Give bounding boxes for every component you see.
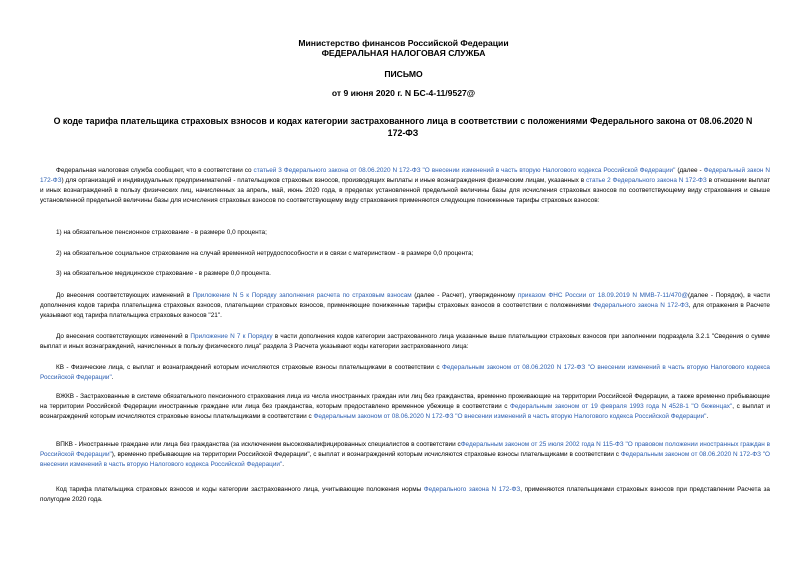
list-item: 2) на обязательное социальное страхование на случай временной нетрудоспособности и в связи с материнством - в размере 0,0 процента; bbox=[56, 250, 474, 257]
link-law-refugees[interactable]: Федеральным законом от 19 февраля 1993 года N 4528-1 "О беженцах" bbox=[510, 402, 733, 410]
link-law-172[interactable]: Федерального закона N 172-ФЗ bbox=[592, 301, 689, 309]
paragraph-text: . bbox=[706, 412, 709, 420]
link-law-172-full[interactable]: Федеральным законом от 08.06.2020 N 172-ФЗ "О внесении изменений в часть вторую Налогового кодекса Российской Федерации" bbox=[40, 450, 770, 468]
paragraph-text: До внесения соответствующих изменений в bbox=[56, 292, 193, 299]
paragraph-text: в части дополнения кодов категории застрахованного лица указанные выше плательщики страховых взносов при заполнении подраздела 3.2.1 "Сведения о сумме выплат и иных вознаграждений, начисленных в пользу физического лица" раздела 3 Расчета указывают коды категории застрахованного лица: bbox=[40, 333, 770, 350]
paragraph-text: ВЖКВ - Застрахованные в системе обязательного пенсионного страхования лица из числа иностранных граждан или лиц без гражданства, временно проживающие на территории Российской Федерации, а также временно пребывающие на территории Российской Федерации иностранные граждане или лица без гражданства, которым предоставлено временное убежище в соответствии с bbox=[40, 393, 770, 410]
paragraph-text: Федеральная налоговая служба сообщает, что в соответствии со bbox=[56, 167, 254, 174]
link-law-172-full[interactable]: Федеральным законом от 08.06.2020 N 172-ФЗ "О внесении изменений в часть вторую Налогового кодекса Российской Федерации" bbox=[40, 364, 770, 381]
link-law-172-full[interactable]: Федеральным законом от 08.06.2020 N 172-ФЗ "О внесении изменений в часть вторую Налогового кодекса Российской Федерации" bbox=[313, 412, 707, 420]
paragraph-text: (далее - bbox=[675, 167, 704, 174]
paragraph-tariff-code bbox=[40, 291, 770, 321]
paragraph-text: , с выплат и вознаграждений которым исчисляются страховые взносы плательщиками в соответствии с bbox=[40, 402, 770, 420]
paragraph-text: До внесения соответствующих изменений в bbox=[56, 333, 191, 340]
paragraph-kv bbox=[40, 363, 770, 383]
link-appendix-7[interactable]: Приложение N 7 к Порядку bbox=[190, 333, 273, 340]
paragraph-text: , применяются плательщиками страховых взносов при представлении Расчета за полугодие 2020 года. bbox=[40, 486, 770, 503]
link-law-article-2[interactable]: статье 2 Федерального закона N 172-ФЗ bbox=[585, 176, 707, 184]
date-number-heading: от 9 июня 2020 г. N БС-4-11/9527@ bbox=[331, 88, 476, 98]
doc-type-heading: ПИСЬМО bbox=[384, 69, 423, 79]
paragraph-text: (далее - Расчет), утвержденному bbox=[411, 292, 518, 299]
list-item: 3) на обязательное медицинское страхование - в размере 0,0 процента. bbox=[56, 270, 271, 277]
list-item: 1) на обязательное пенсионное страхование - в размере 0,0 процента; bbox=[56, 229, 267, 236]
paragraph-intro bbox=[40, 166, 770, 206]
link-law-172[interactable]: Федерального закона N 172-ФЗ bbox=[423, 486, 521, 493]
paragraph-text: ), временно пребывающие на территории Российской Федерации", с выплат и вознаграждений которым исчисляются страховые взносы плательщиками в соответствии с bbox=[111, 450, 621, 458]
paragraph-conclusion bbox=[40, 485, 770, 505]
paragraph-text: Код тарифа плательщика страховых взносов и коды категории застрахованного лица, учитывающие положения нормы bbox=[56, 486, 424, 493]
service-heading: ФЕДЕРАЛЬНАЯ НАЛОГОВАЯ СЛУЖБА bbox=[321, 48, 486, 58]
paragraph-text: . bbox=[282, 460, 285, 468]
paragraph-vpkv bbox=[40, 440, 770, 470]
paragraph-text: . bbox=[111, 373, 114, 381]
paragraph-text: ВПКВ - Иностранные граждане или лица без гражданства (за исключением высококвалифицированных специалистов в соответствии с bbox=[56, 441, 461, 448]
link-law-article-3[interactable]: статьей 3 Федерального закона от 08.06.2020 N 172-ФЗ "О внесении изменений в часть вторую Налогового кодекса Российской Федерации" bbox=[253, 167, 676, 174]
paragraph-category-codes bbox=[40, 332, 770, 352]
link-fns-order[interactable]: приказом ФНС России от 18.09.2019 N ММВ-7-11/470@ bbox=[517, 292, 688, 299]
paragraph-text: в отношении выплат и иных вознаграждений в пользу физических лиц, начисленных за апрель, май, июнь 2020 года, в пределах установленной предельной величины базы для исчисления страховых взносов по соответствующему виду страхования и свыше установленной предельной величины базы для исчисления страховых взносов по соответствующему виду страхования применяются следующие пониженные тарифы страховых взносов: bbox=[40, 176, 770, 204]
paragraph-text: (далее - Порядок), в части дополнения кодов тарифа плательщика страховых взносов, плательщики страховых взносов, применяющие пониженные тарифы страховых взносов в соответствии с положениями bbox=[40, 292, 770, 309]
paragraph-text: КВ - Физические лица, с выплат и вознаграждений которым исчисляются страховые взносы плательщиками в соответствии с bbox=[56, 364, 443, 371]
ministry-heading: Министерство финансов Российской Федерации bbox=[298, 38, 509, 48]
paragraph-text: , для отражения в Расчете указывают код тарифа плательщика страховых взносов "21". bbox=[40, 301, 770, 319]
link-law-115[interactable]: Федеральным законом от 25 июля 2002 года N 115-ФЗ "О правовом положении иностранных граждан в Российской Федерации" bbox=[40, 441, 770, 458]
link-appendix-5[interactable]: Приложение N 5 к Порядку заполнения расчета по страховым взносам bbox=[192, 292, 412, 299]
letter-title: О коде тарифа плательщика страховых взносов и кодах категории застрахованного лица в соответствии с положениями Федерального закона от 08.06.2020 N 172-ФЗ bbox=[53, 116, 753, 138]
link-law-172[interactable]: Федеральный закон N 172-ФЗ bbox=[40, 167, 770, 184]
paragraph-vzhkv bbox=[40, 392, 770, 422]
paragraph-text: ) для организаций и индивидуальных предпринимателей - плательщиков страховых взносов, производящих выплаты и иные вознаграждения физическим лицам, указанных в bbox=[61, 176, 586, 184]
